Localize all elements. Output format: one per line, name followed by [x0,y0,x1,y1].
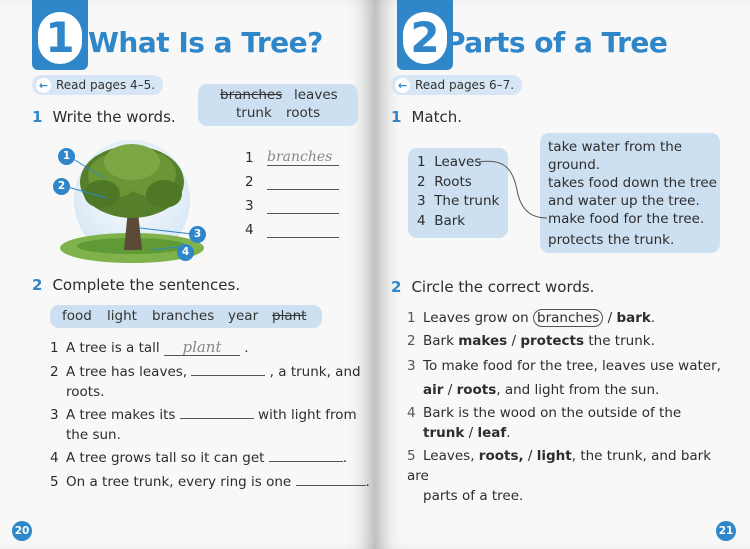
answer-blank[interactable] [267,174,339,190]
match-definitions-box [540,133,720,253]
exercise-instruction: Circle the correct words. [411,278,595,296]
sentence-item [50,447,365,468]
item-text: Leaves, [423,448,475,464]
right-page [375,0,750,549]
item-text: Bark [423,333,454,349]
callout-marker: 4 [177,244,194,261]
match-definition[interactable] [548,231,720,249]
exercise-instruction: Match. [411,108,462,126]
sentence-text: , a trunk, and [269,364,361,380]
option[interactable]: light [536,448,572,464]
answer-blank[interactable] [267,222,339,238]
match-definition[interactable] [548,210,720,228]
exercise-2-heading [32,276,240,294]
exercise-number: 1 [391,108,402,126]
page-title: What Is a Tree? [88,26,323,59]
item-text: Bark is the wood on the outside of the [423,405,682,421]
answer-blank[interactable]: plant [164,341,240,356]
word-answer-row [245,174,339,190]
match-item-label: The trunk [434,193,500,209]
page-number: 20 [12,521,32,541]
sentence-item [50,471,370,492]
option-separator: / [607,310,613,326]
sentence-text: . [244,340,249,356]
item-number: 4 [245,222,254,238]
sentence-text: A tree is a tall [66,340,160,356]
sentence-text: . [342,450,348,466]
circle-item [407,356,727,400]
word-bank-item: leaves [294,87,338,103]
callout-marker: 2 [53,178,70,195]
option[interactable]: trunk [423,425,465,441]
item-number: 1 [245,150,254,166]
item-number: 1 [417,154,426,170]
option[interactable]: leaf [477,425,507,441]
exercise-number: 1 [32,108,43,126]
option[interactable]: roots [456,382,497,398]
answer-blank[interactable] [191,361,265,376]
arrow-left-icon: ← [395,78,410,93]
word-bank [50,305,322,328]
answer-blank[interactable] [296,471,366,486]
item-text: , the trunk, and bark are [407,448,712,484]
match-item-label: Roots [434,173,472,190]
exercise-2-heading [391,278,594,296]
read-pages-pill [32,75,163,95]
exercise-instruction: Write the words. [52,108,176,126]
read-pages-label: Read pages 4–5. [56,78,156,92]
word-bank-item: year [228,308,259,324]
page-number: 21 [716,521,736,541]
sentence-text: A tree grows tall so it can get [66,450,265,466]
match-definition[interactable] [548,174,720,210]
read-pages-pill [391,75,522,95]
item-number: 3 [245,198,254,214]
item-number: 3 [407,358,416,374]
option[interactable]: protects [520,333,585,349]
sentence-item [50,338,365,358]
definition-text: and water up the tree. [548,193,700,209]
callout-marker: 1 [58,148,75,165]
match-line [475,150,555,225]
option[interactable]: makes [458,333,508,349]
circle-item [407,446,727,506]
item-text: Leaves grow on [423,310,529,326]
item-number: 1 [407,310,416,326]
sentence-text: the sun. [66,427,121,443]
word-bank-item: light [107,308,137,324]
answer-blank[interactable] [269,447,343,462]
item-text: To make food for the tree, leaves use water, [423,358,721,374]
read-pages-label: Read pages 6–7. [415,78,515,92]
option-separator: / [511,333,517,349]
match-item-label: Leaves [434,154,482,170]
item-text: parts of a tree. [423,488,524,504]
word-bank-item: plant [272,308,307,324]
option-separator: / [468,425,474,441]
sentence-text: with light from [258,407,357,423]
definition-text: takes food down the tree [548,175,717,191]
answer-blank[interactable]: branches [267,150,339,166]
word-bank-item: food [62,308,92,324]
item-number: 2 [407,333,416,349]
word-bank-item: roots [286,105,321,121]
item-number: 1 [50,340,59,356]
match-definition[interactable] [548,138,720,174]
word-bank-item: trunk [236,105,272,121]
exercise-number: 2 [32,276,43,294]
unit-number: 1 [38,12,82,64]
definition-text: make food for the tree. [548,211,705,227]
page-title: Parts of a Tree [445,26,668,59]
unit-number: 2 [403,12,447,64]
sentence-text: On a tree trunk, every ring is one [66,474,292,490]
option[interactable]: bark [616,310,651,326]
item-text: . [506,425,511,441]
option-circled[interactable]: branches [533,309,603,327]
word-answer-row [245,198,339,214]
word-answer-row [245,150,339,166]
item-number: 5 [407,448,416,464]
word-bank [198,84,358,126]
item-number: 2 [50,364,59,380]
word-bank-item: branches [220,87,283,103]
item-text: . [650,310,656,326]
definition-text: ground. [548,157,601,173]
option[interactable]: air [423,382,444,398]
exercise-1-heading [391,108,462,126]
unit-tab [32,0,88,70]
item-number: 4 [50,450,59,466]
word-answer-row [245,222,339,238]
match-item-label: Bark [434,212,466,229]
word-bank-item: branches [152,308,215,324]
definition-text: take water from the [548,139,683,155]
option-separator: / [447,382,453,398]
item-number: 4 [417,212,426,229]
item-number: 3 [417,193,426,209]
arrow-left-icon: ← [36,78,51,93]
sentence-text: roots. [66,384,105,400]
item-text: , and light from the sun. [496,382,660,398]
exercise-instruction: Complete the sentences. [52,276,241,294]
answer-blank[interactable] [267,198,339,214]
circle-item [407,331,727,351]
item-number: 4 [407,405,416,421]
option-separator: / [527,448,533,464]
circle-item [407,403,727,443]
exercise-1-heading [32,108,176,126]
item-number: 5 [50,474,59,490]
item-number: 2 [417,173,426,190]
item-number: 3 [50,407,59,423]
option[interactable]: roots, [478,448,524,464]
exercise-number: 2 [391,278,402,296]
item-text: the trunk. [588,333,655,349]
sentence-text: . [365,474,370,490]
sentence-text: A tree has leaves, [66,364,188,380]
sentence-item [50,361,365,402]
callout-marker: 3 [189,226,206,243]
definition-text: protects the trunk. [548,232,675,248]
answer-blank[interactable] [180,404,254,419]
sentence-text: A tree makes its [66,407,176,423]
circle-item [407,308,727,328]
item-number: 2 [245,174,254,190]
sentence-item [50,404,365,445]
